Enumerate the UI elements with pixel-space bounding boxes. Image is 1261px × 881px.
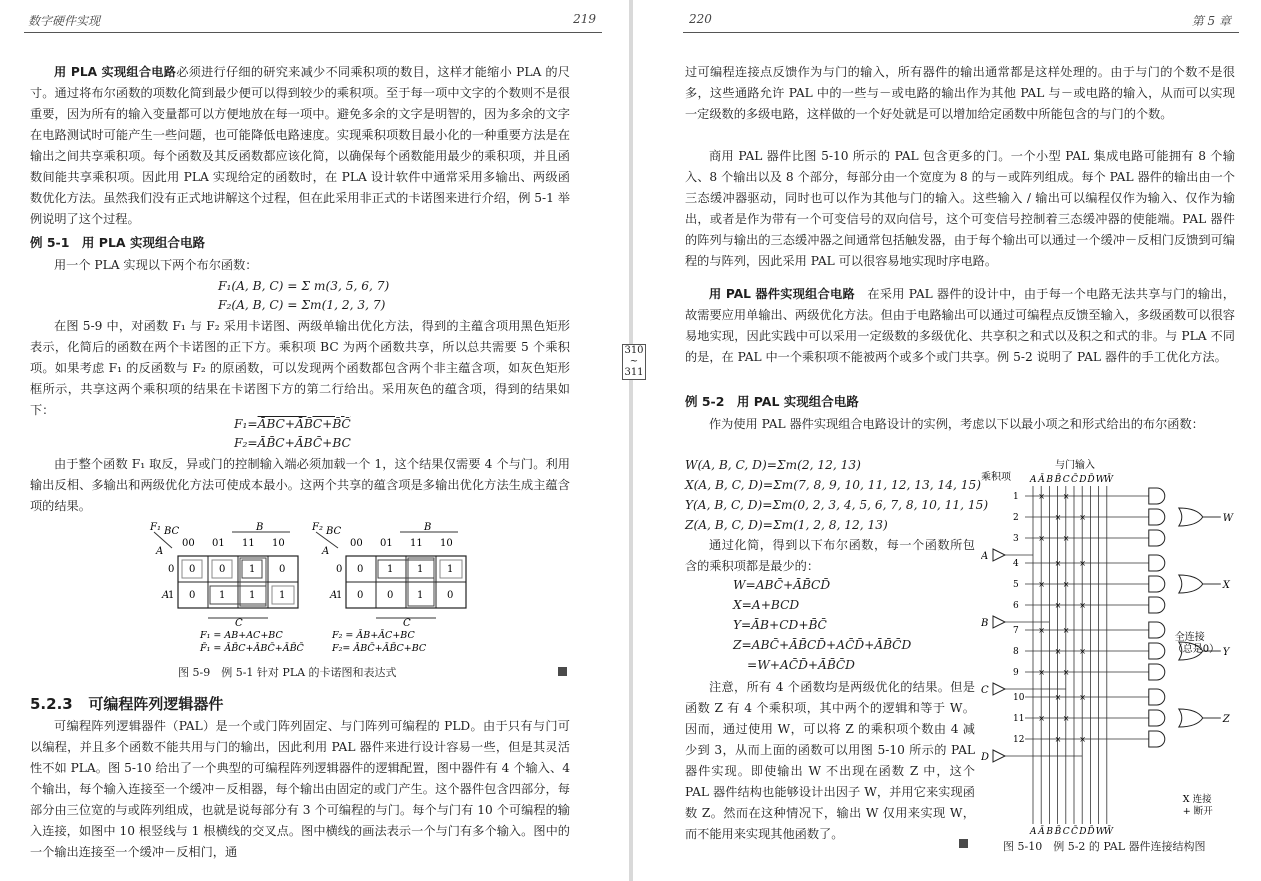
svg-text:A: A <box>330 590 338 601</box>
svg-text:0: 0 <box>447 590 454 601</box>
svg-text:0: 0 <box>189 564 196 575</box>
svg-text:1: 1 <box>336 590 343 601</box>
column-label-top: C <box>1062 475 1070 485</box>
column-label-bottom: C <box>1062 827 1070 837</box>
input-buffer <box>993 683 1005 695</box>
column-label-top: B <box>1046 475 1054 485</box>
y-minimized: Y=ĀB+CD+B̄C̄ <box>733 618 827 632</box>
or-gate <box>1179 575 1203 593</box>
kmap-f1-eq1: F₁ = AB+AC+BC <box>200 630 283 641</box>
equation-f2: F₂(A, B, C) = Σm(1, 2, 3, 7) <box>218 298 386 312</box>
svg-text:10: 10 <box>440 538 453 549</box>
example-5-1-title: 例 5-1 用 PLA 实现组合电路 <box>30 235 205 250</box>
legend-disconnected: + 断开 <box>1182 806 1213 817</box>
connection-mark: × <box>1062 714 1070 723</box>
row-number: 3 <box>1013 534 1019 544</box>
svg-text:1: 1 <box>249 564 256 575</box>
svg-text:0: 0 <box>387 590 394 601</box>
x-function: X(A, B, C, D)=Σm(7, 8, 9, 10, 11, 12, 13, 14, 15) <box>685 478 982 492</box>
equation-f1: F₁(A, B, C) = Σ m(3, 5, 6, 7) <box>218 279 390 293</box>
output-label: W <box>1222 513 1234 524</box>
input-label: D <box>981 752 990 763</box>
connection-mark: × <box>1062 626 1070 635</box>
equation-f2-result: F₂=ĀB̄C+ĀBC̄+BC <box>234 436 351 450</box>
column-label-top: D̄ <box>1087 475 1095 485</box>
row-number: 11 <box>1013 714 1025 724</box>
svg-text:C: C <box>235 618 243 629</box>
section-number: 5.2.3 <box>30 695 73 713</box>
connection-mark: × <box>1079 647 1086 656</box>
svg-text:1: 1 <box>279 590 286 601</box>
product-term-label: 乘积项 <box>981 472 1011 483</box>
connection-mark: × <box>1079 735 1086 744</box>
connection-mark: × <box>1079 513 1086 522</box>
end-of-example-mark <box>959 839 968 848</box>
connection-mark: × <box>1062 534 1070 543</box>
column-label-bottom: A <box>1030 827 1037 837</box>
legend-connected: X 连接 <box>1182 794 1212 805</box>
z-function: Z(A, B, C, D)=Σm(1, 2, 8, 12, 13) <box>685 518 888 532</box>
and-gate <box>1149 597 1165 613</box>
svg-text:1: 1 <box>387 564 394 575</box>
row-number: 5 <box>1013 580 1019 590</box>
figure-5-9-caption: 图 5-9 例 5-1 针对 PLA 的卡诺图和表达式 <box>178 666 397 679</box>
karnaugh-map-figure <box>140 518 480 658</box>
or-gate <box>1179 709 1203 727</box>
connection-mark: × <box>1079 601 1086 610</box>
kmap-f2-label: F₂ <box>312 522 323 533</box>
simplify-text: 通过化简，得到以下布尔函数，每一个函数所包含的乘积项都是最少的： <box>685 538 975 573</box>
connection-mark: × <box>1038 714 1045 723</box>
svg-text:1: 1 <box>219 590 226 601</box>
svg-text:11: 11 <box>242 538 255 549</box>
column-label-top: D <box>1079 475 1087 485</box>
input-label: B <box>981 618 989 629</box>
svg-text:A: A <box>156 546 164 557</box>
column-label-top: C̄ <box>1071 475 1078 485</box>
and-gate <box>1149 555 1165 571</box>
connection-mark: × <box>1038 626 1045 635</box>
connection-mark: × <box>1054 601 1062 610</box>
column-label-top: W̄ <box>1103 475 1114 485</box>
svg-text:1: 1 <box>417 590 424 601</box>
paragraph-3: 由于整个函数 F₁ 取反，异或门的控制输入端必须加载一个 1，这个结果仅需要 4 个与门。利用输出反相、多输出和两级优化方法可使成本最小。这两个共享的蕴含项是多输出优化方法生成主蕴含项的结果。 <box>30 457 570 513</box>
and-gate <box>1149 643 1165 659</box>
svg-text:0: 0 <box>357 590 364 601</box>
column-label-bottom: W̄ <box>1103 827 1114 837</box>
and-gate <box>1149 710 1165 726</box>
and-gate <box>1149 530 1165 546</box>
connection-mark: × <box>1054 647 1062 656</box>
left-page <box>0 0 629 881</box>
column-label-bottom: Ā <box>1038 827 1045 837</box>
kmap-f2-eq2: F₂= ĀBC̄+ĀB̄C+BC <box>332 643 427 654</box>
paragraph-4: 可编程阵列逻辑器件（PAL）是一个或门阵列固定、与门阵列可编程的 PLD。由于只有与门可以编程，并且多个函数不能共用与门的输出，因此利用 PAL 器件来进行设计容易一些，但是其灵活性不如 PLA。图 5-10 给出了一个典型的可编程阵列逻辑器件的逻辑配置，图中器件有 4 个输入、4 个输出，每个输入连接至一个缓冲－反相器，每个输出由固定的或门产生。这个器件包含四部分，每部分由三位宽的与或阵列组成，也就是说每部分有 3 个可编程的与门。每个与门有 10 个可编程的输入连接，如图中 10 根竖线与 1 根横线的交叉点。图中横线的画法表示一个与门有多个输入。图中的一个输出连接至一个缓冲－反相门，通 <box>30 719 570 859</box>
connection-mark: × <box>1079 559 1086 568</box>
right-paragraph-4: 注意，所有 4 个函数均是两级优化的结果。但是函数 Z 有 4 个乘积项，其中两个的逻辑和等于 W。因而，通过使用 W，可以将 Z 的乘积项个数由 4 减少到 3，从而上面的函数可以用图 5-10 所示的 PAL 器件实现。即使输出 W 不出现在函数 Z 中，这个 PAL 器件结构也能够设计出因子 W，并用它来实现函数 Z。然而在这种情况下，输出 W 仅用来实现 W，而不能用来实现其他函数了。 <box>685 680 975 841</box>
column-label-bottom: W <box>1095 827 1105 837</box>
intro-lead: 用 PLA 实现组合电路 <box>54 65 177 79</box>
input-label: C <box>981 685 989 696</box>
svg-text:1: 1 <box>417 564 424 575</box>
svg-text:A: A <box>322 546 330 557</box>
right-paragraph-2: 商用 PAL 器件比图 5-10 所示的 PAL 包含更多的门。一个小型 PAL 集成电路可能拥有 8 个输入、8 个输出以及 8 个部分，每部分由一个宽度为 8 的与－或阵列组成。每个 PAL 器件的输出由一个三态缓冲器驱动，同时也可以作为其他与门的输入。这些输入 / 输出可以编程仅作为输入、仅作为输出，或者是作为带有一个可变信号的双向信号，这个可变信号控制着三态缓冲器的使能端。PAL 器件的阵列与输出的三态缓冲器之间通常包括触发器，由于每个输出可以通过一个缓冲－反相门反馈到可编程的与阵列，因此采用 PAL 可以很容易地实现时序电路。 <box>685 149 1235 268</box>
connection-mark: × <box>1062 580 1070 589</box>
connection-mark: × <box>1054 693 1062 702</box>
svg-text:B: B <box>256 522 264 533</box>
all-connected-note: （总是0） <box>1172 644 1220 655</box>
kmap-f1-eq2: F̄₁ = ĀB̄C+ĀBC̄+ĀB̄C̄ <box>200 643 304 654</box>
svg-text:1: 1 <box>447 564 454 575</box>
right-paragraph-3: 用 PAL 器件实现组合电路 在采用 PAL 器件的设计中，由于每一个电路无法共享与门的输出，故需要应用单输出、两级优化方法。但由于电路输出可以通过可编程点反馈至输入，多级函数可以很容易地实现，因此实践中可以采用一定级数的多级优化、共享积之和式以及积之和式的非。与 PLA 不同的是，在 PAL 中一个乘积项不能被两个或多个或门共享。例 5-2 说明了 PAL 器件的手工优化方法。 <box>685 287 1235 364</box>
kmap-f1 <box>149 522 305 654</box>
and-gate <box>1149 622 1165 638</box>
column-label-bottom: D̄ <box>1087 827 1095 837</box>
svg-text:11: 11 <box>410 538 423 549</box>
and-gate <box>1149 689 1165 705</box>
connection-mark: × <box>1054 513 1062 522</box>
section-5-2-3-heading <box>30 693 223 714</box>
svg-text:00: 00 <box>350 538 363 549</box>
header-title: 数字硬件实现 <box>28 14 101 28</box>
and-gate <box>1149 731 1165 747</box>
kmap-f2 <box>311 522 466 654</box>
svg-text:0: 0 <box>219 564 226 575</box>
row-number: 1 <box>1013 492 1019 502</box>
pal-connection-diagram <box>981 458 1241 858</box>
svg-text:10: 10 <box>272 538 285 549</box>
row-number: 7 <box>1013 626 1019 636</box>
example-5-2-title: 例 5-2 用 PAL 实现组合电路 <box>685 394 859 409</box>
svg-text:BC: BC <box>164 526 180 537</box>
page-number: 219 <box>573 12 596 26</box>
svg-text:0: 0 <box>168 564 175 575</box>
header-chapter: 第 5 章 <box>1191 14 1231 28</box>
margin-page-reference: 310 ~ 311 <box>622 344 646 380</box>
svg-text:1: 1 <box>249 590 256 601</box>
svg-text:0: 0 <box>336 564 343 575</box>
svg-text:0: 0 <box>357 564 364 575</box>
svg-text:A: A <box>162 590 170 601</box>
all-connected-label: 全连接 <box>1174 632 1205 643</box>
kmap-f1-label: F₁ <box>150 522 161 533</box>
equation-f1-result: F₁=ĀBC+ĀB̄C+B̄C̄ <box>234 417 351 431</box>
or-gate <box>1179 508 1203 526</box>
lead-3: 用 PAL 器件实现组合电路 <box>709 287 855 301</box>
connection-mark: × <box>1038 668 1045 677</box>
column-label-bottom: D <box>1079 827 1087 837</box>
svg-text:00: 00 <box>182 538 195 549</box>
output-label: X <box>1222 580 1230 591</box>
output-label: Y <box>1222 647 1230 658</box>
input-buffer <box>993 750 1005 762</box>
column-label-bottom: C̄ <box>1071 827 1078 837</box>
and-gate <box>1149 488 1165 504</box>
right-paragraph-1: 过可编程连接点反馈作为与门的输入，所有器件的输出通常都是这样处理的。由于与门的个数不是很多，这些通路允许 PAL 中的一些与－或电路的输出作为其他 PAL 与－或电路的输入，从而可以实现一定级数的多级电路，这样做的一个好处就是可以增加给定函数中所能包含的与门的个数。 <box>685 65 1235 121</box>
z-minimized-2: =W+AC̄D̄+ĀB̄C̄D <box>747 658 855 672</box>
and-gate <box>1149 576 1165 592</box>
connection-mark: × <box>1062 668 1070 677</box>
column-label-top: A <box>1030 475 1037 485</box>
connection-mark: × <box>1054 559 1062 568</box>
section-title: 可编程阵列逻辑器件 <box>88 695 224 713</box>
w-function: W(A, B, C, D)=Σm(2, 12, 13) <box>685 458 861 472</box>
svg-text:01: 01 <box>380 538 393 549</box>
connection-mark: × <box>1079 693 1086 702</box>
column-label-bottom: B <box>1046 827 1054 837</box>
svg-text:B: B <box>424 522 432 533</box>
page-number: 220 <box>689 12 712 26</box>
intro-text: 必须进行仔细的研究来减少不同乘积项的数目，这样才能缩小 PLA 的尺寸。通过将布尔函数的项数化简到最少便可以得到较少的乘积项。至于每一项中文字的个数则不是很重要，因为所有的输入变量都可以方便地放在每一项中。避免多余的文字是明智的，因为多余的文字在电路测试时可能产生一些问题，也可能降低电路速度。实现乘积项数目最小化的一种重要方法是在输出之间共享乘积项。每个函数及其反函数都应该化简，以确保每个函数能用最少的乘积项，并且函数间能共享乘积项。因此用 PLA 实现给定的函数时，在 PLA 设计软件中通常采用多输出、两级函数优化方法。虽然我们没有正式地讲解这个过程，但在此采用非正式的卡诺图来进行介绍，例 5-1 举例说明了这个过程。 <box>30 65 570 226</box>
svg-text:0: 0 <box>279 564 286 575</box>
input-buffer <box>993 616 1005 628</box>
output-label: Z <box>1222 714 1230 725</box>
svg-text:BC: BC <box>326 526 342 537</box>
left-page-header <box>24 8 602 33</box>
column-label-top: Ā <box>1038 475 1045 485</box>
row-number: 2 <box>1013 513 1019 523</box>
row-number: 8 <box>1013 647 1019 657</box>
end-of-example-mark <box>558 667 567 676</box>
z-minimized: Z=ABC̄+ĀB̄CD̄+AC̄D̄+ĀB̄C̄D <box>733 638 912 652</box>
column-label-bottom: B̄ <box>1054 827 1062 837</box>
connection-mark: × <box>1054 735 1062 744</box>
connection-mark: × <box>1038 580 1045 589</box>
kmap-f2-eq1: F₂ = ĀB+ĀC+BC <box>332 630 415 641</box>
w-minimized: W=ABC̄+ĀB̄CD̄ <box>733 578 831 592</box>
input-buffer <box>993 549 1005 561</box>
y-function: Y(A, B, C, D)=Σm(0, 2, 3, 4, 5, 6, 7, 8, 10, 11, 15) <box>685 498 989 512</box>
svg-text:C: C <box>403 618 411 629</box>
row-number: 6 <box>1013 601 1019 611</box>
svg-text:0: 0 <box>189 590 196 601</box>
example-5-2-lead: 作为使用 PAL 器件实现组合电路设计的实例，考虑以下以最小项之和形式给出的布尔函数： <box>709 417 1204 431</box>
and-gate <box>1149 509 1165 525</box>
and-inputs-label: 与门输入 <box>1055 460 1095 471</box>
right-page <box>633 0 1261 881</box>
intro-paragraph <box>30 62 570 230</box>
row-number: 12 <box>1013 735 1025 745</box>
connection-mark: × <box>1038 534 1045 543</box>
column-label-top: W <box>1095 475 1105 485</box>
example-5-1-lead: 用一个 PLA 实现以下两个布尔函数： <box>54 258 258 272</box>
x-minimized: X=A+BCD <box>733 598 800 612</box>
row-number: 4 <box>1013 559 1019 569</box>
column-label-top: B̄ <box>1054 475 1062 485</box>
paragraph-2: 在图 5-9 中，对函数 F₁ 与 F₂ 采用卡诺图、两级单输出优化方法，得到的主蕴含项用黑色矩形表示，化简后的函数在两个卡诺图的正下方。乘积项 BC 为两个函数共享，所以总共需要 5 个乘积项。如果考虑 F₁ 的反函数与 F₂ 的原函数，可以发现两个函数都包含两个非主蕴含项，如灰色矩形框所示，共享这两个乘积项的结果在卡诺图下方的第二行给出。采用灰色的蕴含项，得到的结果如下： <box>30 319 570 417</box>
input-label: A <box>981 551 989 562</box>
connection-mark: × <box>1038 492 1045 501</box>
connection-mark: × <box>1062 492 1070 501</box>
right-page-header <box>683 8 1239 33</box>
svg-text:1: 1 <box>168 590 175 601</box>
svg-text:01: 01 <box>212 538 225 549</box>
and-gate <box>1149 664 1165 680</box>
row-number: 9 <box>1013 668 1019 678</box>
row-number: 10 <box>1013 693 1025 703</box>
figure-5-10-caption: 图 5-10 例 5-2 的 PAL 器件连接结构图 <box>1003 840 1206 853</box>
